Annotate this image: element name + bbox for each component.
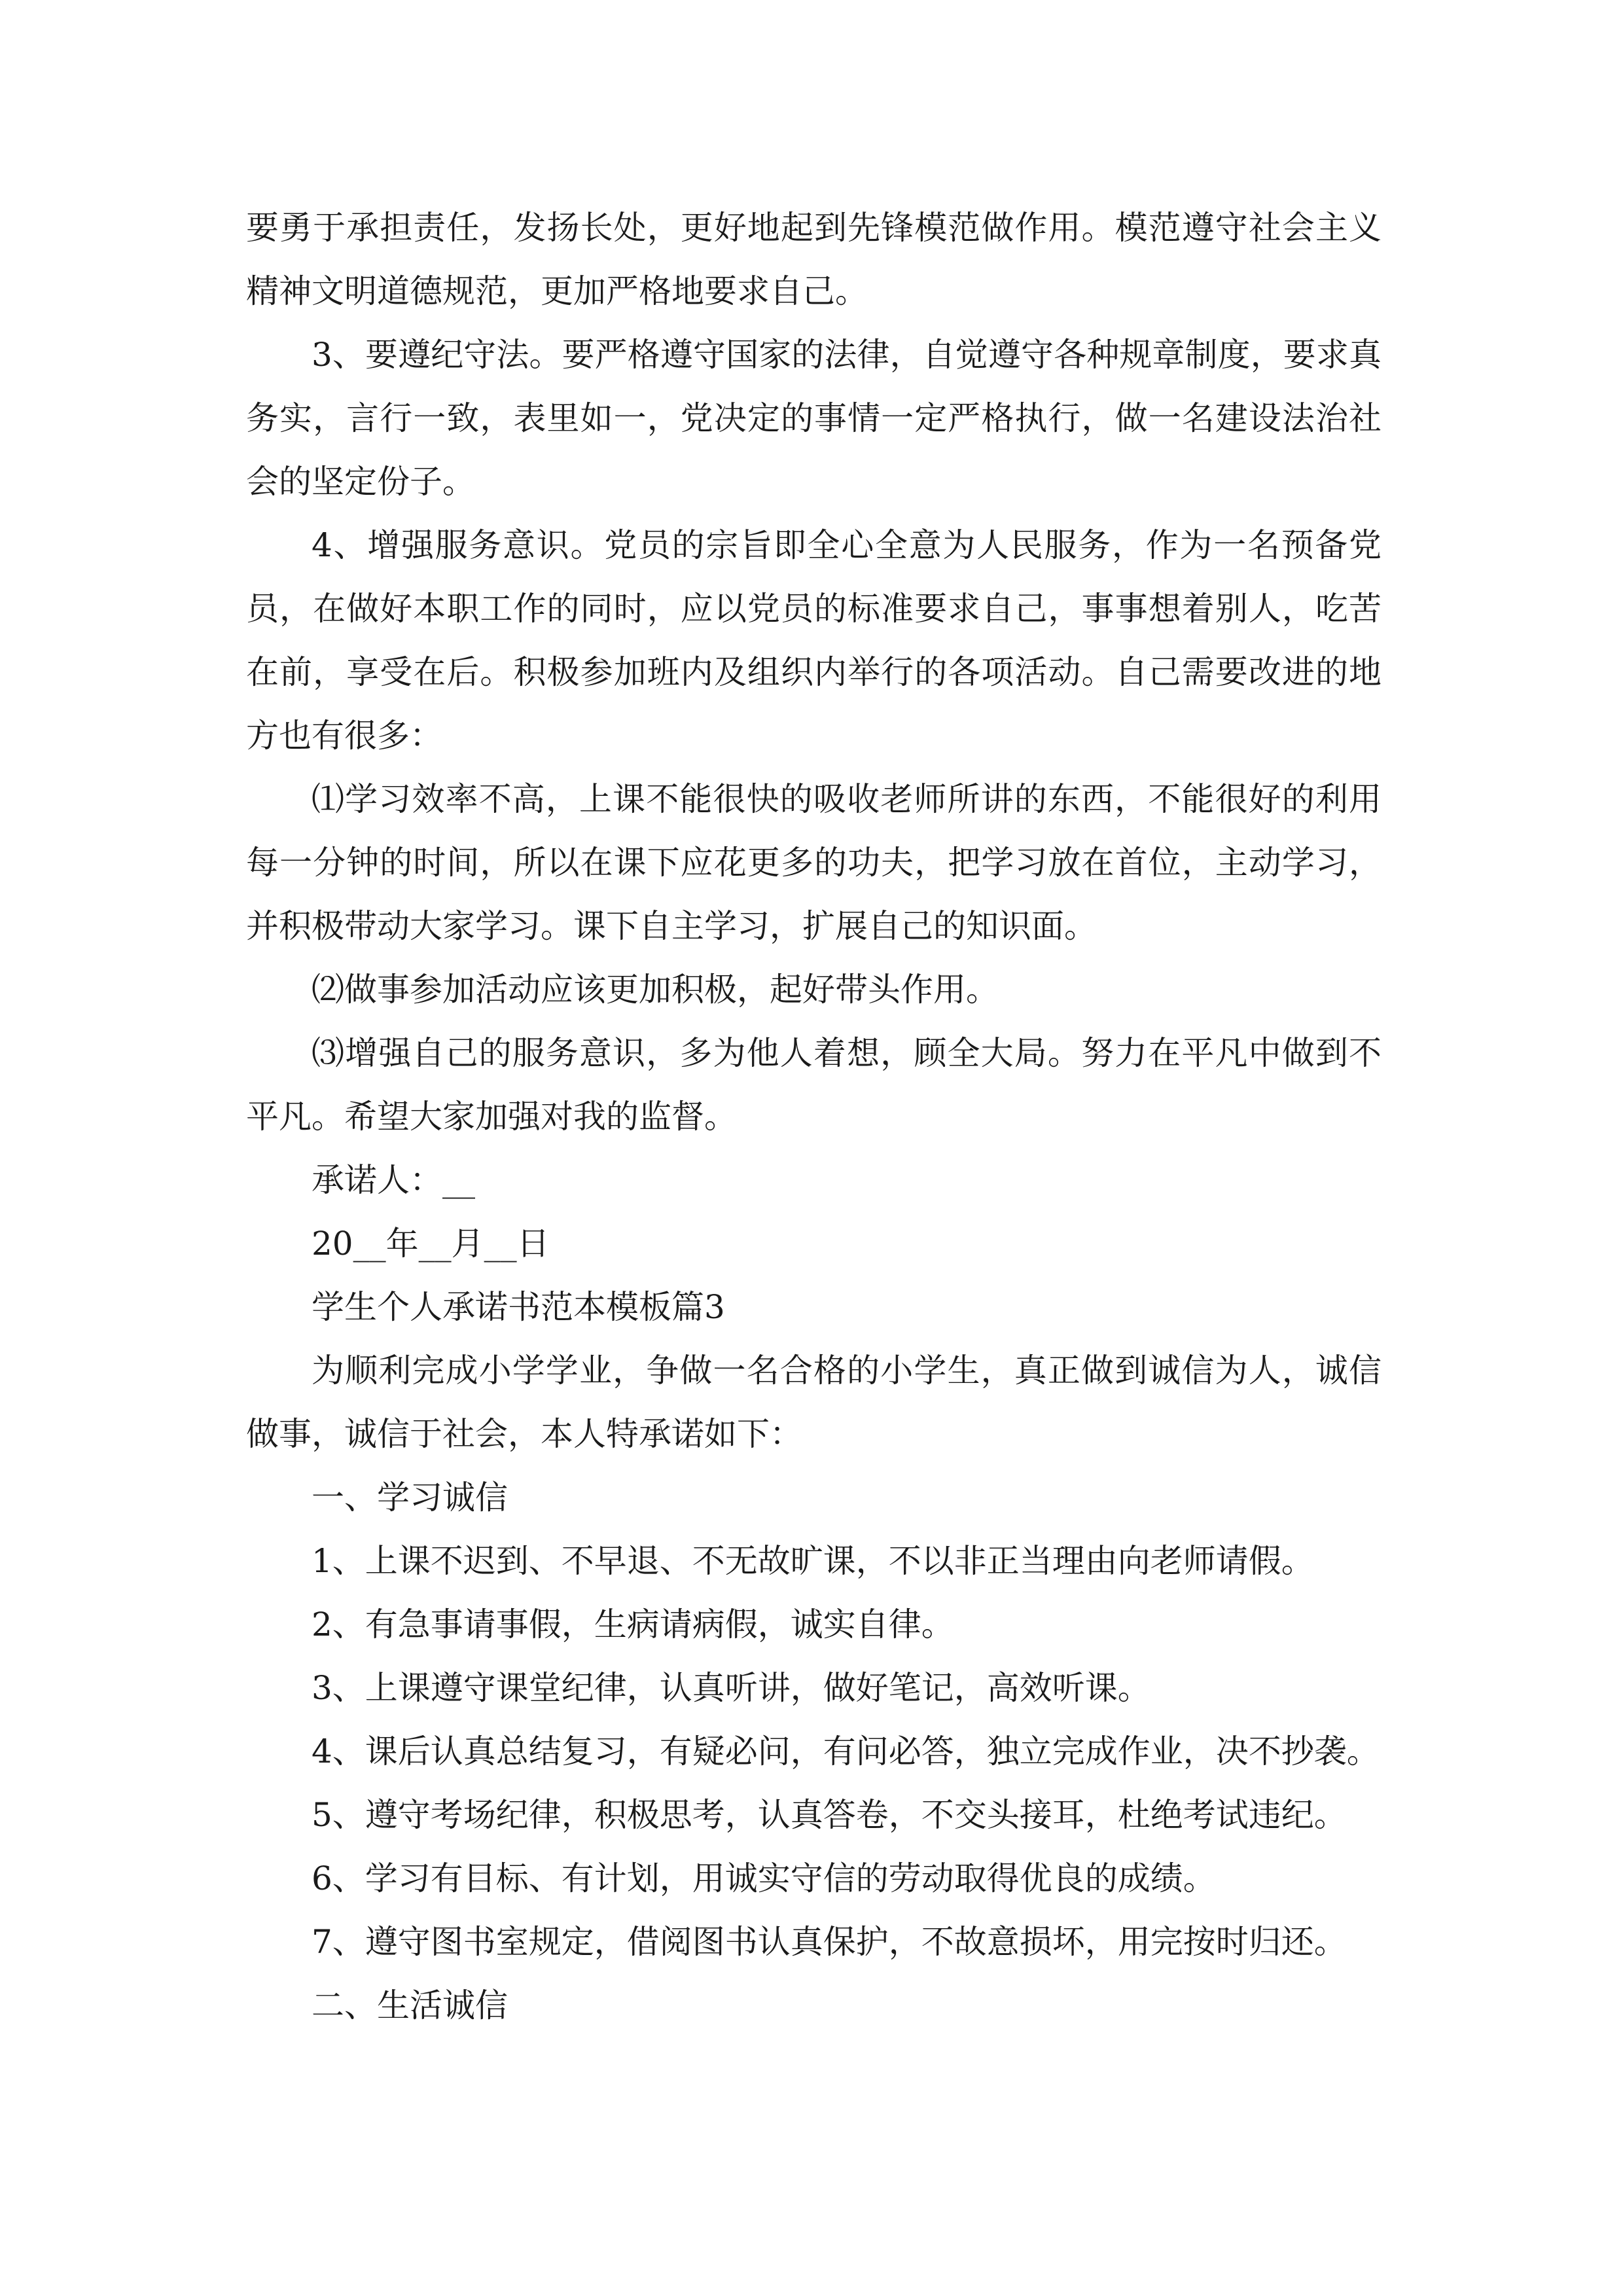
paragraph-sub-3: ⑶增强自己的服务意识，多为他人着想，顾全大局。努力在平凡中做到不平凡。希望大家加强对我的监督。 bbox=[246, 1034, 1382, 1136]
heading-life-integrity: 二、生活诚信 bbox=[312, 1986, 508, 2024]
study-item-2: 2、有急事请事假，生病请病假，诚实自律。 bbox=[312, 1605, 954, 1643]
paragraph-sub-2: ⑵做事参加活动应该更加积极，起好带头作用。 bbox=[312, 971, 999, 1009]
paragraph-item-4: 4、增强服务意识。党员的宗旨即全心全意为人民服务，作为一名预备党员，在做好本职工作的同时，应以党员的标准要求自己，事事想着别人，吃苦在前，享受在后。积极参加班内及组织内举行的各项活动。自己需要改进的地方也有很多： bbox=[246, 526, 1382, 755]
heading-study-integrity: 一、学习诚信 bbox=[312, 1479, 508, 1516]
paragraph-item-3: 3、要遵纪守法。要严格遵守国家的法律，自觉遵守各种规章制度，要求真务实，言行一致，表里如一，党决定的事情一定严格执行，做一名建设法治社会的坚定份子。 bbox=[246, 336, 1382, 501]
study-item-1: 1、上课不迟到、不早退、不无故旷课，不以非正当理由向老师请假。 bbox=[312, 1542, 1314, 1580]
document-body bbox=[246, 196, 1382, 2037]
section-title: 学生个人承诺书范本模板篇3 bbox=[312, 1288, 725, 1326]
study-item-6: 6、学习有目标、有计划，用诚实守信的劳动取得优良的成绩。 bbox=[312, 1859, 1216, 1897]
paragraph-continuation: 要勇于承担责任，发扬长处，更好地起到先锋模范做作用。模范遵守社会主义精神文明道德规范，更加严格地要求自己。 bbox=[246, 209, 1382, 310]
intro-paragraph: 为顺利完成小学学业，争做一名合格的小学生，真正做到诚信为人，诚信做事，诚信于社会，本人特承诺如下： bbox=[246, 1352, 1382, 1453]
study-item-7: 7、遵守图书室规定，借阅图书认真保护，不故意损坏，用完按时归还。 bbox=[312, 1923, 1347, 1961]
study-item-3: 3、上课遵守课堂纪律，认真听讲，做好笔记，高效听课。 bbox=[312, 1669, 1150, 1707]
paragraph-sub-1: ⑴学习效率不高，上课不能很快的吸收老师所讲的东西，不能很好的利用每一分钟的时间，所以在课下应花更多的功夫，把学习放在首位，主动学习，并积极带动大家学习。课下自主学习，扩展自己的知识面。 bbox=[246, 780, 1382, 945]
signature-line: 承诺人：__ bbox=[312, 1161, 475, 1199]
study-item-4: 4、课后认真总结复习，有疑必问，有问必答，独立完成作业，决不抄袭。 bbox=[312, 1732, 1380, 1770]
study-item-5: 5、遵守考场纪律，积极思考，认真答卷，不交头接耳，杜绝考试违纪。 bbox=[312, 1796, 1347, 1834]
date-line: 20__年__月__日 bbox=[312, 1225, 550, 1263]
